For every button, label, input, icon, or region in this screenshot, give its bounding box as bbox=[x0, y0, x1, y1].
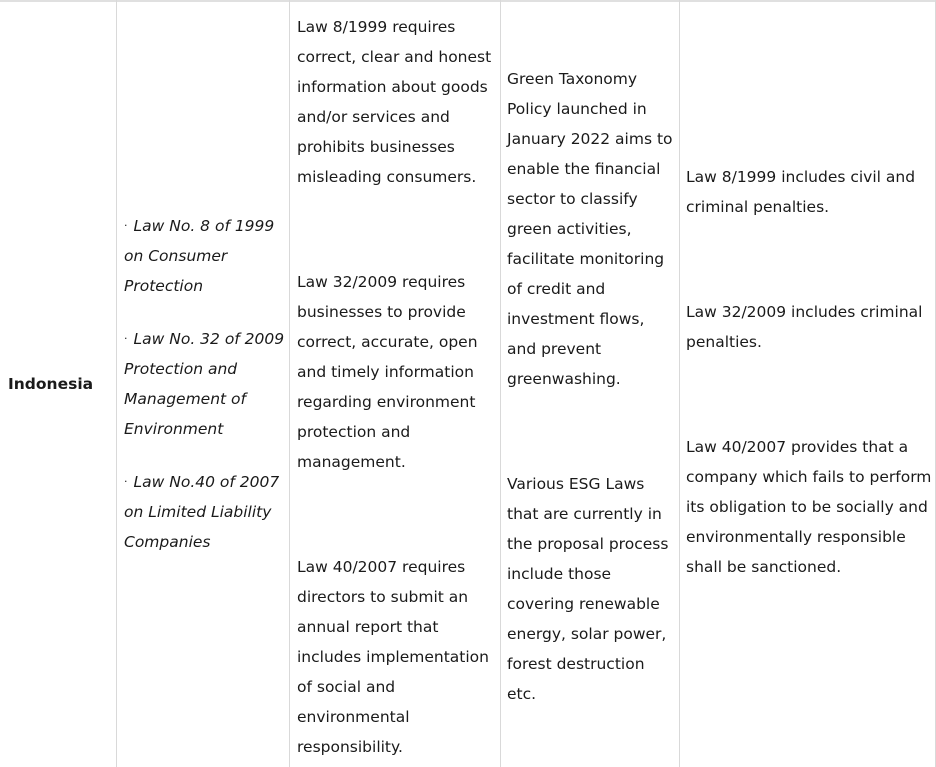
penalty-paragraph: Law 8/1999 includes civil and criminal penalties. bbox=[686, 168, 916, 216]
penalty-paragraph: Law 32/2009 includes criminal penalties. bbox=[686, 303, 923, 351]
development-paragraph: Various ESG Laws that are currently in the proposal process include those covering renewable energy, solar power, forest destruction etc. bbox=[507, 475, 669, 703]
law-text: Law No. 32 of 2009 Protection and Management of Environment bbox=[124, 329, 285, 438]
requirements-cell bbox=[290, 0, 500, 767]
penalty-paragraph: Law 40/2007 provides that a company which fails to perform its obligation to be socially and environmentally responsible shall be sanctioned. bbox=[686, 438, 932, 576]
penalties-cell bbox=[680, 0, 936, 767]
country-name: Indonesia bbox=[8, 374, 94, 393]
bullet: · bbox=[124, 474, 128, 488]
bullet: · bbox=[124, 218, 128, 232]
developments-cell bbox=[501, 0, 679, 767]
requirement-paragraph: Law 32/2009 requires businesses to provide correct, accurate, open and timely information regarding environment protection and management. bbox=[297, 273, 478, 471]
country-cell bbox=[0, 0, 116, 767]
law-item bbox=[124, 211, 285, 301]
law-item bbox=[124, 324, 285, 444]
requirement-paragraph: Law 40/2007 requires directors to submit an annual report that includes implementation of social and environmental responsibility. bbox=[297, 558, 489, 756]
development-paragraph: Green Taxonomy Policy launched in January 2022 aims to enable the financial sector to classify green activities, facilitate monitoring of credit and investment flows, and prevent greenwashing. bbox=[507, 70, 673, 388]
law-text: Law No.40 of 2007 on Limited Liability Companies bbox=[124, 472, 280, 551]
law-text: Law No. 8 of 1999 on Consumer Protection bbox=[124, 216, 275, 295]
requirement-paragraph: Law 8/1999 requires correct, clear and honest information about goods and/or services and prohibits businesses misleading consumers. bbox=[297, 18, 492, 186]
bullet: · bbox=[124, 331, 128, 345]
law-item bbox=[124, 467, 285, 557]
laws-cell bbox=[117, 0, 289, 767]
